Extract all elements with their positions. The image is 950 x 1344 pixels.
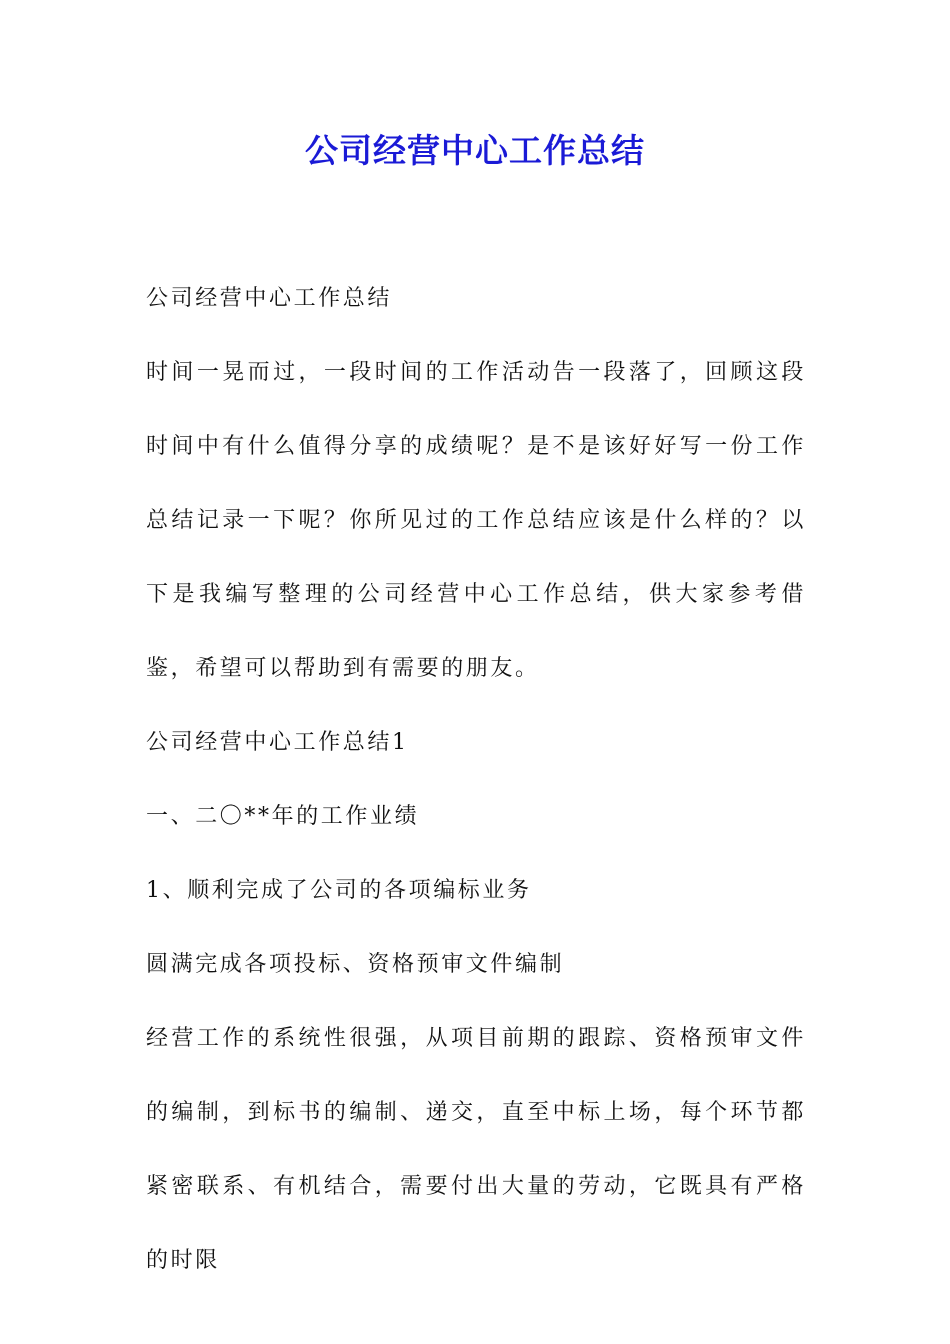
section-heading: 公司经营中心工作总结1 <box>146 730 409 755</box>
item-subheading: 圆满完成各项投标、资格预审文件编制 <box>146 952 565 977</box>
intro-paragraph: 时间一晃而过，一段时间的工作活动告一段落了，回顾这段时间中有什么值得分享的成绩呢？是不是该好好写一份工作总结记录一下呢？你所见过的工作总结应该是什么样的？以下是我编写整理的公司经营中心工作总结，供大家参考借鉴，希望可以帮助到有需要的朋友。 <box>146 360 806 681</box>
document-title: 公司经营中心工作总结 <box>305 131 645 170</box>
body-paragraph: 经营工作的系统性很强，从项目前期的跟踪、资格预审文件的编制，到标书的编制、递交，直至中标上场，每个环节都紧密联系、有机结合，需要付出大量的劳动，它既具有严格的时限 <box>146 1026 806 1273</box>
document-body <box>146 262 806 1298</box>
subtitle-paragraph: 公司经营中心工作总结 <box>146 286 393 311</box>
item-heading: 1、顺利完成了公司的各项编标业务 <box>146 878 532 903</box>
subsection-heading: 一、二〇**年的工作业绩 <box>146 804 420 829</box>
